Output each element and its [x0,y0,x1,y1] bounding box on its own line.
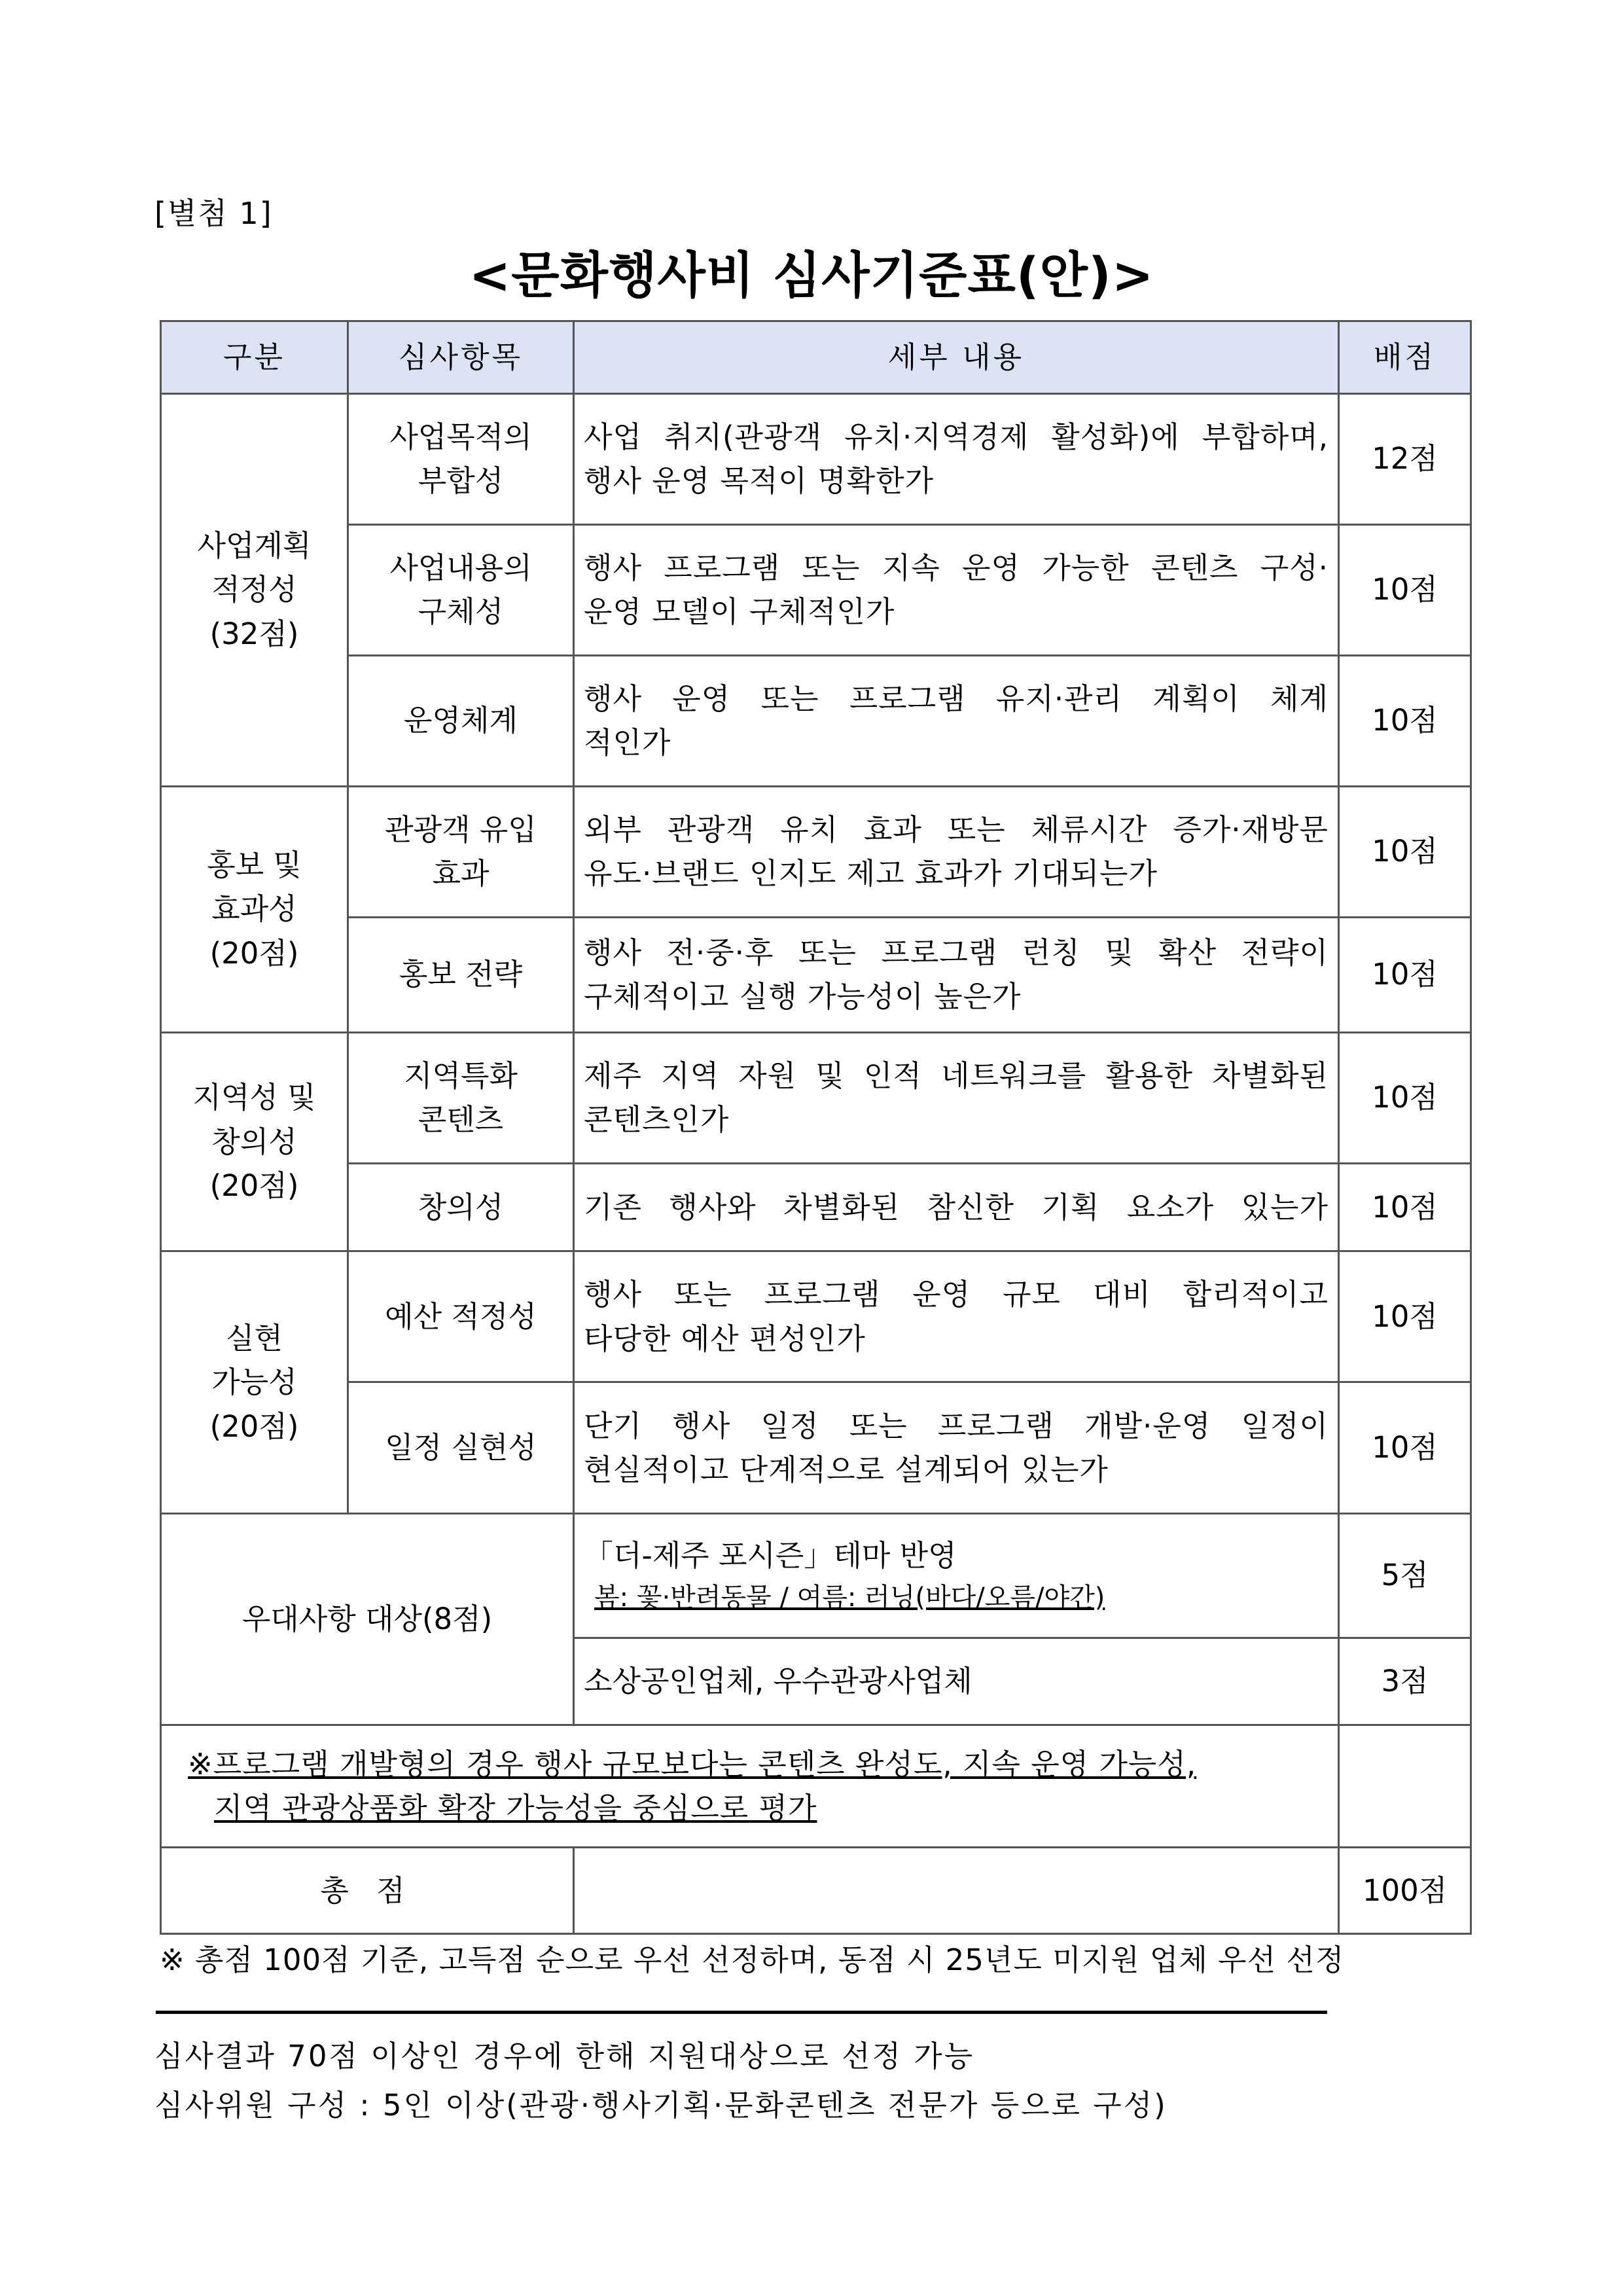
table-row [161,1382,1471,1513]
item-cell: 예산 적정성 [348,1251,574,1382]
score-cell: 10점 [1339,1382,1471,1513]
preference-label: 우대사항 대상(8점) [161,1513,574,1725]
empty-cell [1339,1725,1471,1848]
total-row [161,1848,1471,1934]
table-row [161,524,1471,655]
score-cell: 12점 [1339,393,1471,524]
category-cell: 실현 가능성 (20점) [161,1251,348,1513]
score-cell: 10점 [1339,1032,1471,1163]
footnote: ※ 총점 100점 기준, 고득점 순으로 우선 선정하며, 동점 시 25년도 미지원 업체 우선 선정 [160,1943,1345,1977]
score-cell: 3점 [1339,1638,1471,1725]
table-row [161,1163,1471,1251]
table-row [161,1251,1471,1382]
detail-cell: 행사 또는 프로그램 운영 규모 대비 합리적이고 타당한 예산 편성인가 [574,1251,1339,1382]
table-header-row [161,321,1471,394]
detail-cell: 행사 프로그램 또는 지속 운영 가능한 콘텐츠 구성· 운영 모델이 구체적인가 [574,524,1339,655]
item-cell: 일정 실현성 [348,1382,574,1513]
header-score: 배점 [1339,321,1471,394]
detail-cell: 제주 지역 자원 및 인적 네트워크를 활용한 차별화된 콘텐츠인가 [574,1032,1339,1163]
detail-cell: 「더-제주 포시즌」테마 반영 봄: 꽃·반려동물 / 여름: 러닝(바다/오름/야간) [574,1513,1339,1638]
score-cell: 10점 [1339,786,1471,917]
item-cell: 지역특화 콘텐츠 [348,1032,574,1163]
detail-cell: 사업 취지(관광객 유치·지역경제 활성화)에 부합하며, 행사 운영 목적이 명확한가 [574,393,1339,524]
header-detail: 세부 내용 [574,321,1339,394]
score-cell: 10점 [1339,655,1471,786]
notice-row [161,1725,1471,1848]
score-cell: 5점 [1339,1513,1471,1638]
category-cell: 홍보 및 효과성 (20점) [161,786,348,1032]
note-selection: 심사결과 70점 이상인 경우에 한해 지원대상으로 선정 가능 [154,2039,975,2073]
detail-cell: 소상공인업체, 우수관광사업체 [574,1638,1339,1725]
evaluation-criteria-table [160,320,1472,1935]
category-cell: 지역성 및 창의성 (20점) [161,1032,348,1251]
empty-cell [574,1848,1339,1934]
total-label: 총 점 [161,1848,574,1934]
attachment-label: [별첨 1] [154,196,273,231]
item-cell: 홍보 전략 [348,917,574,1032]
item-cell: 사업내용의 구체성 [348,524,574,655]
item-cell: 관광객 유입 효과 [348,786,574,917]
header-category: 구분 [161,321,348,394]
table-row [161,917,1471,1032]
table-row [161,393,1471,524]
table-row [161,1032,1471,1163]
detail-cell: 행사 운영 또는 프로그램 유지·관리 계획이 체계 적인가 [574,655,1339,786]
score-cell: 10점 [1339,1251,1471,1382]
score-cell: 10점 [1339,1163,1471,1251]
notice-cell: ※프로그램 개발형의 경우 행사 규모보다는 콘텐츠 완성도, 지속 운영 가능성, 지역 관광상품화 확장 가능성을 중심으로 평가 [161,1725,1339,1848]
item-cell: 사업목적의 부합성 [348,393,574,524]
detail-cell: 기존 행사와 차별화된 참신한 기획 요소가 있는가 [574,1163,1339,1251]
score-cell: 10점 [1339,917,1471,1032]
category-cell: 사업계획 적정성 (32점) [161,393,348,786]
item-cell: 운영체계 [348,655,574,786]
item-cell: 창의성 [348,1163,574,1251]
divider-line [156,2011,1327,2014]
score-cell: 10점 [1339,524,1471,655]
document-title: <문화행사비 심사기준표(안)> [469,246,1154,304]
detail-cell: 행사 전·중·후 또는 프로그램 런칭 및 확산 전략이 구체적이고 실행 가능성이 높은가 [574,917,1339,1032]
table-row [161,786,1471,917]
detail-cell: 외부 관광객 유치 효과 또는 체류시간 증가·재방문 유도·브랜드 인지도 제고 효과가 기대되는가 [574,786,1339,917]
preference-row [161,1513,1471,1638]
total-score: 100점 [1339,1848,1471,1934]
detail-cell: 단기 행사 일정 또는 프로그램 개발·운영 일정이 현실적이고 단계적으로 설계되어 있는가 [574,1382,1339,1513]
header-item: 심사항목 [348,321,574,394]
table-row [161,655,1471,786]
note-committee: 심사위원 구성 : 5인 이상(관광·행사기획·문화콘텐츠 전문가 등으로 구성) [154,2088,1168,2123]
